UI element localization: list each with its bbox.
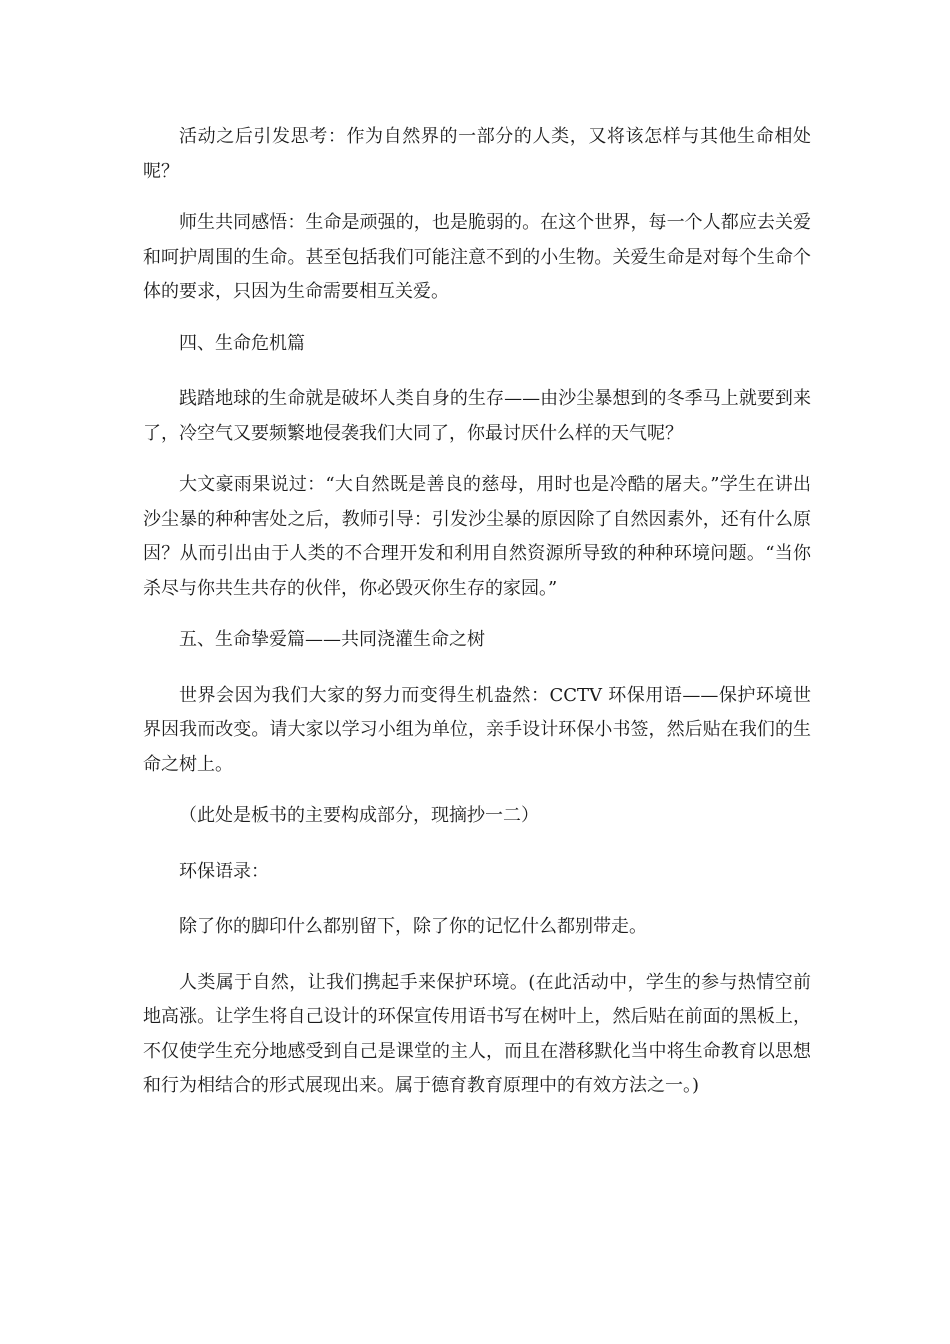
section-heading-crisis: 四、生命危机篇 bbox=[179, 332, 305, 354]
paragraph-shared-insight: 师生共同感悟：生命是顽强的，也是脆弱的。在这个世界，每一个人都应去关爱和呵护周围的生命。甚至包括我们可能注意不到的小生物。关爱生命是对每个生命个体的要求，只因为生命需要相互关爱。 bbox=[143, 212, 811, 302]
section-heading-love: 五、生命挚爱篇——共同浇灌生命之树 bbox=[179, 629, 485, 650]
paragraph-hugo-quote: 大文豪雨果说过：“大自然既是善良的慈母，用时也是冷酷的屠夫。”学生在讲出沙尘暴的种种害处之后，教师引导：引发沙尘暴的原因除了自然因素外，还有什么原因？从而引出由于人类的不合理开发和利用自然资源所导致的种种环境问题。“当你杀尽与你共生共存的伙伴，你必毁灭你生存的家园。” bbox=[143, 474, 811, 599]
paragraph-activity-summary: 人类属于自然，让我们携起手来保护环境。(在此活动中，学生的参与热情空前地高涨。让学生将自己设计的环保宣传用语书写在树叶上，然后贴在前面的黑板上，不仅使学生充分地感受到自己是课堂的主人，而且在潜移默化当中将生命教育以思想和行为相结合的形式展现出来。属于德育教育原理中的有效方法之一。) bbox=[143, 971, 811, 1096]
paragraph-cctv: 世界会因为我们大家的努力而变得生机盎然：CCTV 环保用语——保护环境世界因我而改变。请大家以学习小组为单位，亲手设计环保小书签，然后贴在我们的生命之树上。 bbox=[143, 684, 811, 775]
paragraph-reflection: 活动之后引发思考：作为自然界的一部分的人类，又将该怎样与其他生命相处呢？ bbox=[143, 126, 811, 182]
paragraph-board-note: （此处是板书的主要构成部分，现摘抄一二） bbox=[179, 805, 539, 826]
paragraph-quotes-label: 环保语录： bbox=[179, 860, 269, 882]
document-body bbox=[143, 120, 811, 1121]
paragraph-footprint-quote: 除了你的脚印什么都别留下，除了你的记忆什么都别带走。 bbox=[179, 916, 647, 937]
paragraph-sandstorm: 践踏地球的生命就是破坏人类自身的生存——由沙尘暴想到的冬季马上就要到来了，冷空气又要频繁地侵袭我们大同了，你最讨厌什么样的天气呢？ bbox=[143, 388, 811, 444]
